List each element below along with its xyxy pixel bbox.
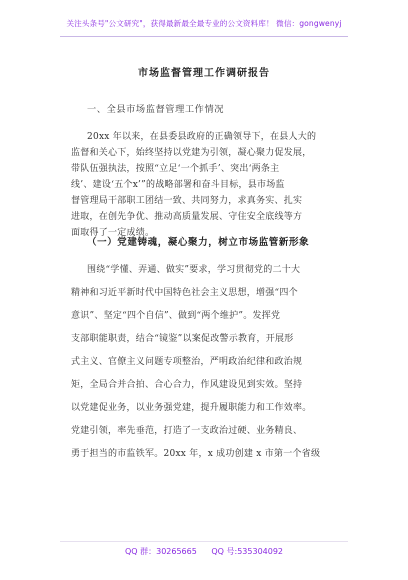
para1-line: 带队伍强执法，按照“立足‘一个抓手’、突出‘两条主	[71, 164, 280, 174]
para1-line: 监督和关心下，始终坚持以党建为引领，凝心聚力促发展，	[71, 148, 312, 158]
header-notice: 关注头条号"公文研究"，获得最新最全最专业的公文资料库！ 微信：gongwenyj	[66, 19, 342, 28]
para1-line: 面取得了一定成绩。	[71, 228, 155, 238]
para1-line: 督管理局干部职工团结一致、共同努力，求真务实、扎实	[71, 196, 303, 206]
para2-line: 支部职能职责，结合“镜鉴”以案促改警示教育，开展形	[71, 334, 294, 344]
para2-line: 精神和习近平新时代中国特色社会主义思想，增强“四个	[71, 288, 298, 298]
footer-qq-group: QQ 群：30265665	[124, 547, 197, 556]
document-title: 市场监督管理工作调研报告	[138, 68, 270, 79]
para2-line: 围绕“学懂、弄通、做实”要求，学习贯彻党的二十大	[87, 265, 301, 275]
subsection-heading-1: （一）党建铸魂，凝心聚力，树立市场监管新形象	[87, 237, 310, 248]
para2-line: 意识”、坚定“四个自信”、做到“两个维护”。发挥党	[71, 311, 281, 321]
para1-line: 线’、建设‘五个x’”的战略部署和奋斗目标，县市场监	[71, 180, 285, 190]
para1-line: 进取，在创先争优、推动高质量发展、守住安全底线等方	[71, 212, 303, 222]
para1-line: 20xx 年以来，在县委县政府的正确领导下，在县人大的	[87, 132, 317, 142]
para2-line: 以党建促业务，以业务强党建，提升履职能力和工作效率。	[71, 403, 312, 413]
footer-divider	[60, 541, 348, 542]
para2-line: 勇于担当的市监铁军。20xx 年，x 成功创建 x 市第一个省级	[71, 449, 321, 459]
footer-contact	[0, 546, 408, 557]
section-heading-1: 一、全县市场监督管理工作情况	[87, 104, 225, 115]
para2-line: 党建引领，率先垂范，打造了一支政治过硬、业务精良、	[71, 426, 303, 436]
para2-line: 式主义、官僚主义问题专项整治，严明政治纪律和政治规	[71, 357, 303, 367]
footer-qq-number: QQ 号:535304092	[211, 547, 284, 556]
para2-line: 矩，全局合并合拍、合心合力，作风建设见到实效。坚持	[71, 380, 303, 390]
header-divider	[60, 36, 348, 37]
